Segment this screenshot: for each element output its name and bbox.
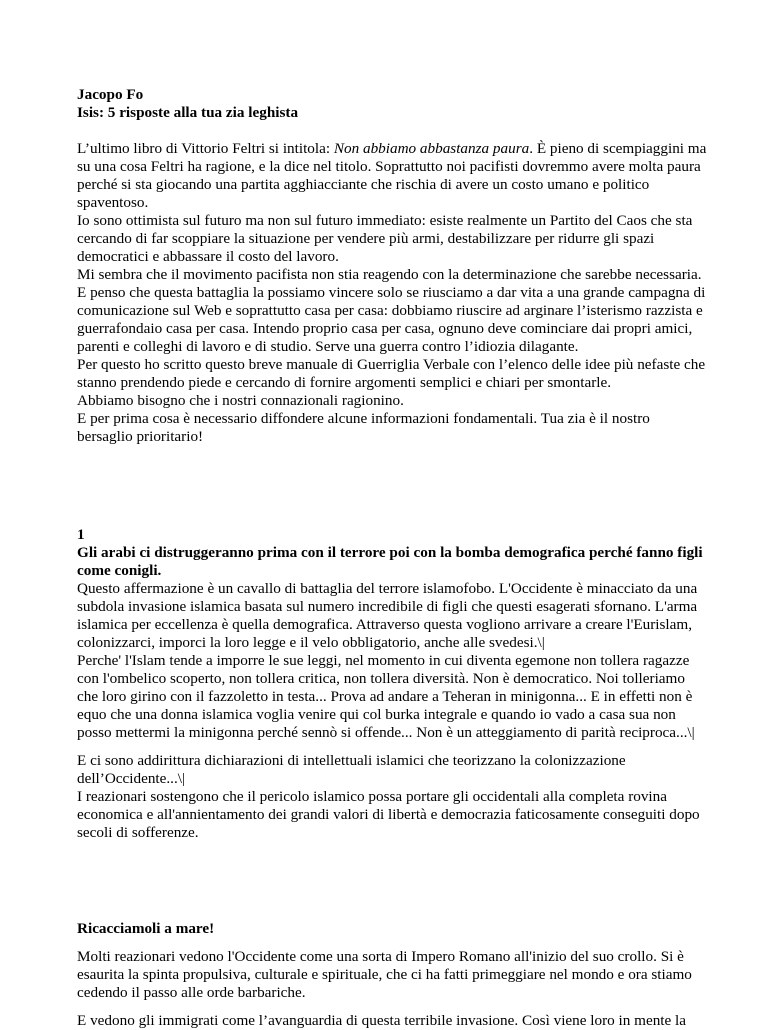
intro-paragraph: E penso che questa battaglia la possiamo vincere solo se riusciamo a dar vita a una grande campagna di comunicazione sul Web e soprattutto casa per casa: dobbiamo riuscire ad arginare l’isterismo razzista e guerrafondaio casa per casa. Intendo proprio casa per casa, ognuno deve cominciare dai propri amici, parenti e colleghi di lavoro e di studio. Serve una guerra contro l’idiozia dilagante. <box>77 284 706 355</box>
author-name: Jacopo Fo <box>77 86 144 103</box>
article-title: Isis: 5 risposte alla tua zia leghista <box>77 104 299 121</box>
section-paragraph: Perche' l'Islam tende a imporre le sue leggi, nel momento in cui diventa egemone non tollera ragazze con l'ombelico scoperto, non tollera critica, non tollera diversità. Non è democratico. Noi tolleriamo che loro girino con il fazzoletto in testa... Prova ad andare a Teheran in minigonna... E in effetti non è equo che una donna islamica voglia venire qui col burka integrale e quando io vado a casa sua non posso mettermi la minigonna perché sennò si offende... Non è un atteggiamento di parità reciproca...\| <box>77 652 695 741</box>
document-body <box>77 86 709 1030</box>
section-number: 1 <box>77 526 85 543</box>
intro-paragraph: E per prima cosa è necessario diffondere alcune informazioni fondamentali. Tua zia è il nostro bersaglio prioritario! <box>77 410 650 445</box>
intro-text-after: . È pieno di scempiaggini ma su una cosa Feltri ha ragione, e la dice nel titolo. Soprattutto noi pacifisti dovremmo avere molta paura perché si sta giocando una partita agghiacciante che rischia di avere un costo umano e politico spaventoso. <box>77 140 707 211</box>
intro-paragraph: Mi sembra che il movimento pacifista non stia reagendo con la determinazione che sarebbe necessaria. <box>77 266 702 283</box>
section-paragraph: Molti reazionari vedono l'Occidente come una sorta di Impero Romano all'inizio del suo crollo. Si è esaurita la spinta propulsiva, culturale e spirituale, che ci ha fatti primeggiare nel mondo e ora stiamo cedendo il passo alle orde barbariche. <box>77 948 692 1001</box>
intro-paragraph: Io sono ottimista sul futuro ma non sul futuro immediato: esiste realmente un Partito del Caos che sta cercando di far scoppiare la situazione per vendere più armi, destabilizzare per ridurre gli spazi democratici e abbassare il costo del lavoro. <box>77 212 693 265</box>
intro-paragraph: Abbiamo bisogno che i nostri connazionali ragionino. <box>77 392 404 409</box>
intro-text-before: L’ultimo libro di Vittorio Feltri si intitola: <box>77 140 334 157</box>
section-paragraph: I reazionari sostengono che il pericolo islamico possa portare gli occidentali alla completa rovina economica e all'annientamento dei grandi valori di libertà e democrazia faticosamente conseguiti dopo secoli di sofferenze. <box>77 788 700 841</box>
section-heading: Ricacciamoli a mare! <box>77 920 215 937</box>
intro-paragraph <box>77 140 709 212</box>
section-paragraph: Questo affermazione è un cavallo di battaglia del terrore islamofobo. L'Occidente è minacciato da una subdola invasione islamica basata sul numero incredibile di figli che questi esagerati sfornano. L'arma islamica per eccellenza è quella demografica. Attraverso questa vogliono arrivare a creare l'Eurislam, colonizzarci, imporci la loro legge e il velo obbligatorio, anche alle svedesi.\| <box>77 580 698 651</box>
section-heading: Gli arabi ci distruggeranno prima con il terrore poi con la bomba demografica perché fanno figli come conigli. <box>77 544 703 579</box>
book-title: Non abbiamo abbastanza paura <box>333 140 530 157</box>
section-paragraph: E ci sono addirittura dichiarazioni di intellettuali islamici che teorizzano la colonizzazione dell’Occidente...\| <box>77 752 626 787</box>
intro-paragraph: Per questo ho scritto questo breve manuale di Guerriglia Verbale con l’elenco delle idee più nefaste che stanno prendendo piede e cercando di fornire argomenti semplici e chiari per smontarle. <box>77 356 706 391</box>
section-paragraph: E vedono gli immigrati come l’avanguardia di questa terribile invasione. Così viene loro in mente la <box>77 1012 687 1029</box>
